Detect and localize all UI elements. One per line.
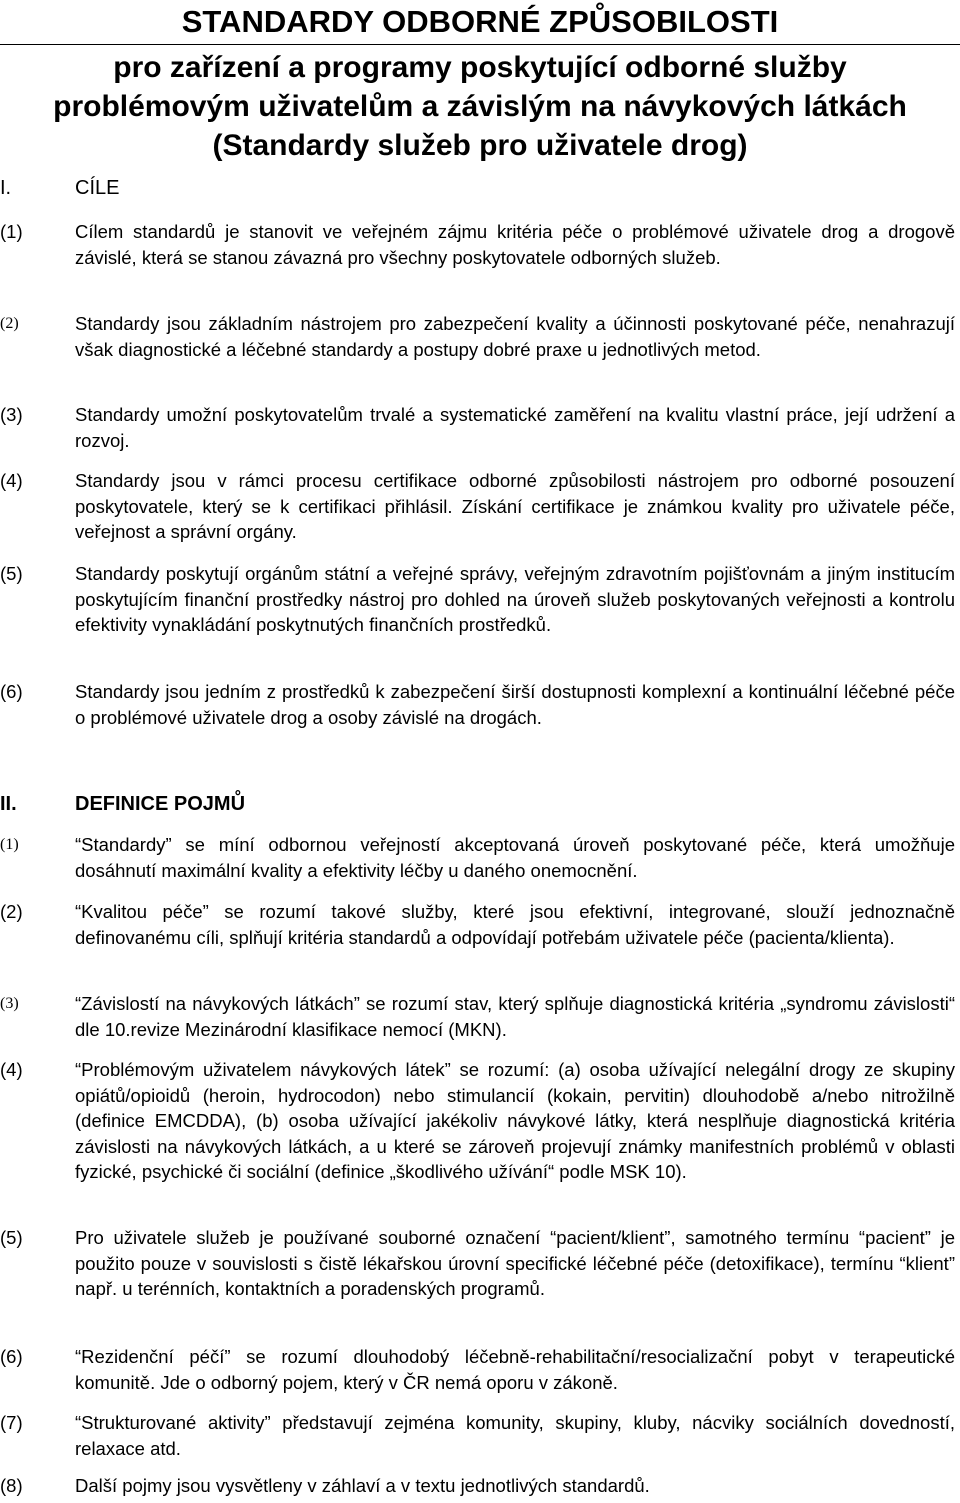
item-text: Další pojmy jsou vysvětleny v záhlaví a v textu jednotlivých standardů. xyxy=(75,1475,650,1496)
item-number: (1) xyxy=(0,221,23,242)
item-text: Standardy umožní poskytovatelům trvalé a systematické zaměření na kvalitu vlastní práce, její udržení a rozvoj. xyxy=(75,404,955,451)
title-underline xyxy=(0,44,960,45)
item-number: (2) xyxy=(0,901,23,922)
section-number: II. xyxy=(0,793,17,815)
item-number: (4) xyxy=(0,470,23,491)
item-number: (4) xyxy=(0,1059,23,1080)
item-number: (5) xyxy=(0,563,23,584)
item-text: Standardy jsou v rámci procesu certifikace odborné způsobilosti nástrojem pro odborné posouzení poskytovatele, který se k certifikaci přihlásil. Získání certifikace je známkou kvality pro uživatele péče, veřejnost a správní orgány. xyxy=(75,470,955,542)
item-number: (3) xyxy=(0,995,19,1012)
item-number: (6) xyxy=(0,1346,23,1367)
item-text: “Standardy” se míní odbornou veřejností akceptovaná úroveň poskytované péče, která umožňuje dosáhnutí maximální kvality a efektivity léčby u daného onemocnění. xyxy=(75,834,955,881)
subtitle-line-2: problémovým uživatelům a závislým na návykových látkách xyxy=(53,90,907,123)
subtitle-line-1: pro zařízení a programy poskytující odborné služby xyxy=(113,51,847,84)
item-number: (5) xyxy=(0,1227,23,1248)
item-number: (1) xyxy=(0,836,19,853)
item-text: Cílem standardů je stanovit ve veřejném zájmu kritéria péče o problémové uživatele drog a drogově závislé, která se stanou závazná pro všechny poskytovatele odborných služeb. xyxy=(75,221,955,268)
item-text: Standardy jsou jedním z prostředků k zabezpečení širší dostupnosti komplexní a kontinuální léčebné péče o problémové uživatele drog a osoby závislé na drogách. xyxy=(75,681,955,728)
item-text: “Závislostí na návykových látkách” se rozumí stav, který splňuje diagnostická kritéria „syndromu závislosti“ dle 10.revize Mezinárodní klasifikace nemocí (MKN). xyxy=(75,993,955,1040)
page-title: STANDARDY ODBORNÉ ZPŮSOBILOSTI xyxy=(181,4,779,39)
item-text: Standardy jsou základním nástrojem pro zabezpečení kvality a účinnosti poskytované péče, nenahrazují však diagnostické a léčebné standardy a postupy dobré praxe u jednotlivých metod. xyxy=(75,313,955,360)
item-number: (6) xyxy=(0,681,23,702)
section-number: I. xyxy=(0,177,12,199)
item-number: (3) xyxy=(0,404,23,425)
item-text: “Problémovým uživatelem návykových látek” se rozumí: (a) osoba užívající nelegální drogy ze skupiny opiátů/opioidů (heroin, hydrocodon) nebo stimulancií (kokain, pervitin) dlouhodobě a/nebo nitrožilně (definice EMCDDA), (b) osoba užívající jakékoliv návykové látky, která nesplňuje diagnostická kritéria závislosti na návykových látkách, a u které se zároveň projevují známky manifestních problémů v oblasti fyzické, psychické či sociální (definice „škodlivého užívání“ podle MSK 10). xyxy=(75,1059,955,1182)
item-text: “Kvalitou péče” se rozumí takové služby, které jsou efektivní, integrované, slouží jednoznačně definovanému cíli, splňují kritéria standardů a odpovídají potřebám uživatele péče (pacienta/klienta). xyxy=(75,901,955,948)
item-text: “Strukturované aktivity” představují zejména komunity, skupiny, kluby, nácviky sociálních dovedností, relaxace atd. xyxy=(75,1412,955,1459)
item-number: (8) xyxy=(0,1475,23,1496)
item-number: (2) xyxy=(0,315,19,332)
subtitle-line-3: (Standardy služeb pro uživatele drog) xyxy=(212,129,748,162)
item-text: Standardy poskytují orgánům státní a veřejné správy, veřejným zdravotním pojišťovnám a jiným institucím poskytujícím finanční prostředky nástroj pro dohled na úroveň služeb poskytovaných veřejnosti a kontrolu efektivity vynakládání poskytnutých finančních prostředků. xyxy=(75,563,955,635)
item-text: Pro uživatele služeb je používané souborné označení “pacient/klient”, samotného termínu “pacient” je použito pouze v souvislosti s čistě lékařskou úrovní specifické léčebné péče (detoxifikace), termínu “klient” např. u terénních, kontaktních a poradenských programů. xyxy=(75,1227,955,1299)
section-title: DEFINICE POJMŮ xyxy=(75,793,246,815)
item-text: “Rezidenční péčí” se rozumí dlouhodobý léčebně-rehabilitační/resocializační pobyt v terapeutické komunitě. Jde o odborný pojem, který v ČR nemá oporu v zákoně. xyxy=(75,1346,955,1393)
item-number: (7) xyxy=(0,1412,23,1433)
section-title: CÍLE xyxy=(75,177,120,199)
